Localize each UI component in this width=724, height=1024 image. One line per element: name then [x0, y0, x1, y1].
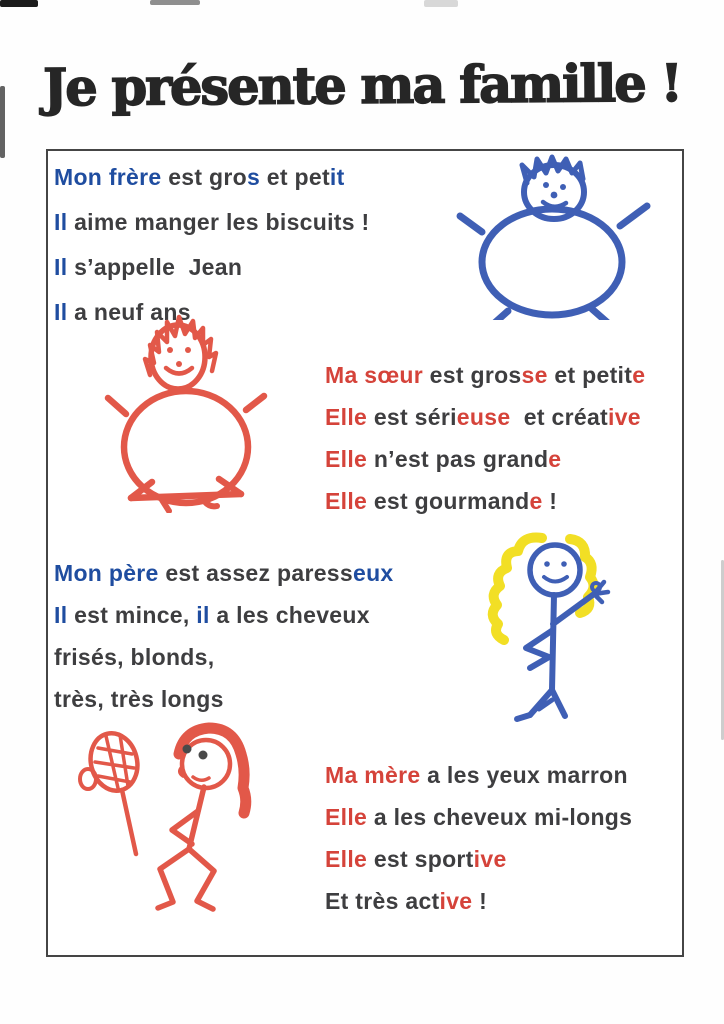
text-segment: euse [456, 404, 511, 430]
text-segment: e [548, 446, 562, 472]
mother-head-icon [180, 740, 230, 788]
paragraph-mother [325, 754, 632, 922]
text-segment: frisés, blonds, [54, 644, 215, 670]
text-line [54, 245, 370, 290]
text-segment: a les cheveux mi-longs [373, 804, 633, 830]
mother-body-icon [158, 787, 214, 909]
brother-drawing [450, 154, 662, 320]
text-segment: eux [352, 560, 394, 586]
text-line [325, 396, 645, 438]
text-segment: ive [608, 404, 641, 430]
text-segment: Il [54, 209, 75, 235]
text-segment: a les yeux marron [427, 762, 628, 788]
text-segment: Elle [325, 804, 374, 830]
scan-artifact [424, 0, 458, 7]
text-line [54, 200, 370, 245]
text-segment: Il [54, 254, 75, 280]
text-segment: est gro [168, 164, 247, 190]
text-line [54, 636, 394, 678]
text-line [325, 838, 632, 880]
text-segment: Mon frère [54, 164, 169, 190]
text-segment: Mon père [54, 560, 166, 586]
text-segment: Elle [325, 446, 374, 472]
text-segment: ! [472, 888, 488, 914]
text-segment: aime manger les biscuits ! [74, 209, 370, 235]
text-line [325, 754, 632, 796]
scan-artifact [0, 0, 38, 7]
text-line [325, 880, 632, 922]
text-line [325, 796, 632, 838]
content-box [46, 149, 684, 957]
text-segment: Elle [325, 846, 374, 872]
mother-drawing [76, 718, 262, 914]
text-segment: Ma sœur [325, 362, 430, 388]
text-segment: très, très longs [54, 686, 224, 712]
text-segment: a neuf ans [74, 299, 191, 325]
text-segment: est mince, [74, 602, 197, 628]
text-line [325, 438, 645, 480]
text-segment: Il [54, 602, 75, 628]
scan-artifact [150, 0, 200, 5]
text-segment: ive [439, 888, 473, 914]
text-segment: se [521, 362, 548, 388]
sister-body-icon [108, 391, 264, 511]
text-segment: s [246, 164, 261, 190]
text-segment: Elle [325, 404, 374, 430]
text-line [54, 552, 394, 594]
brother-body-icon [460, 206, 647, 320]
text-segment: il [196, 602, 217, 628]
text-segment: Ma mère [325, 762, 428, 788]
father-hair-icon [493, 538, 594, 640]
father-head-icon [530, 545, 580, 595]
paragraph-brother [54, 155, 370, 335]
text-segment: a les cheveux [216, 602, 370, 628]
text-segment: est gourmand [373, 488, 530, 514]
text-line [325, 480, 645, 522]
sister-head-icon [151, 325, 205, 389]
text-segment: est séri [373, 404, 457, 430]
text-segment: Elle [325, 488, 374, 514]
father-drawing [460, 530, 642, 726]
text-segment: n’est pas grand [373, 446, 549, 472]
text-segment: et petit [547, 362, 633, 388]
text-segment: Il [54, 299, 75, 325]
text-segment: est sport [373, 846, 474, 872]
text-segment: e [529, 488, 543, 514]
text-line [54, 594, 394, 636]
text-segment: est assez paress [165, 560, 353, 586]
sister-drawing [100, 311, 286, 513]
text-line [325, 354, 645, 396]
text-segment: e [632, 362, 646, 388]
text-line [54, 678, 394, 720]
page-title: Je présente ma famille ! [42, 53, 682, 119]
text-segment: s’appelle Jean [74, 254, 243, 280]
paragraph-sister [325, 354, 645, 522]
text-segment: et créat [510, 404, 609, 430]
text-segment: it [329, 164, 345, 190]
text-line [54, 155, 370, 200]
text-segment: et pet [260, 164, 330, 190]
racket-icon [80, 728, 143, 854]
text-segment: ive [473, 846, 507, 872]
paragraph-father [54, 552, 394, 720]
text-segment: est gros [429, 362, 522, 388]
text-segment: ! [542, 488, 558, 514]
text-segment: Et très act [325, 888, 440, 914]
